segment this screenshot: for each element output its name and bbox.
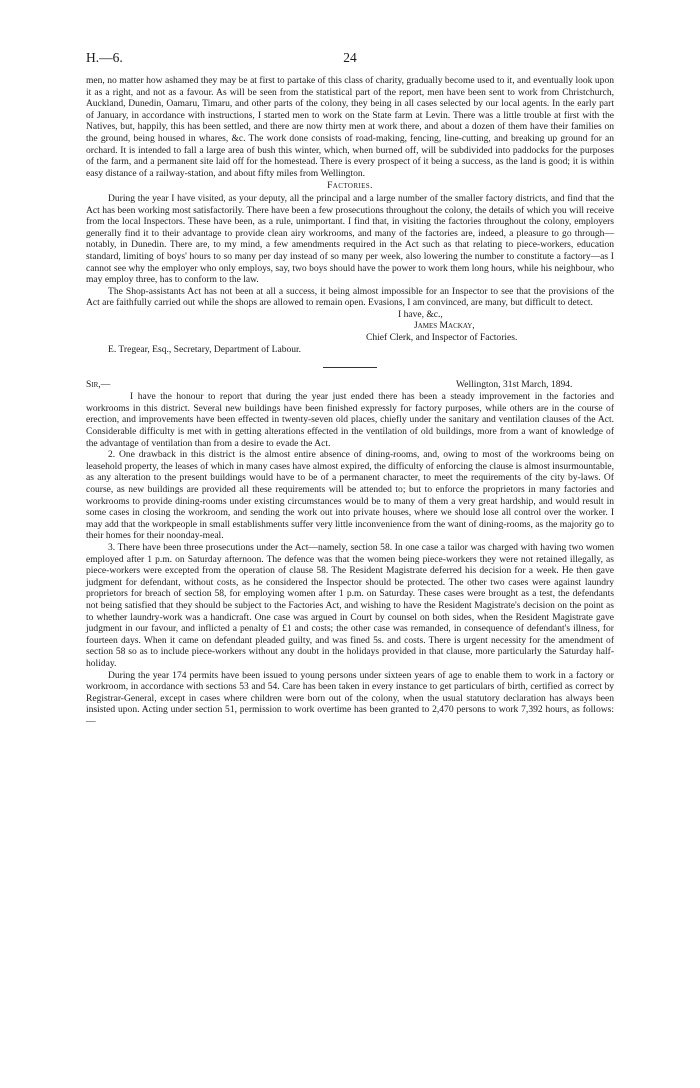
letter-heading [86,379,614,391]
document-body [86,75,614,727]
page-header [86,50,614,68]
signoff: I have, &c., [398,308,443,320]
salutation: Sir,— [86,379,111,391]
body-paragraph: The Shop-assistants Act has not been at all a success, it being almost impossible for an Inspector to see that the provisions of the Act are faithfully carried out while the shops are allowed to remain open. Evasions, I am convinced, are many, but difficult to detect. [86,285,614,309]
section-divider [323,367,377,368]
body-paragraph: 3. There have been three prosecutions under the Act—namely, section 58. In one case a tailor was charged with having two women employed after 1 p.m. on Saturday afternoon. The defence was that the women being piece-workers they were not retained illegally, as piece-workers were excepted from the operation of clause 58. The Resident Magistrate deferred his decision for a week. He then gave judgment for defendant, without costs, as he considered the Inspector should be protected. The other two cases were against laundry proprietors for breach of section 58, for employing women after 1 p.m. on Saturday. These cases were brought as a test, the defendants not being satisfied that they should be subject to the Factories Act, and wishing to have the Resident Magistrate's decision on the point as to whether laundry-work was a handicraft. One case was argued in Court by counsel on both sides, when the Resident Magistrate gave judgment in our favour, and inflicted a penalty of £1 and costs; the other case was remanded, in consequence of defendant's illness, for fourteen days. When it came on defendant pleaded guilty, and was fined 5s. and costs. There is urgent necessity for the amendment of section 58 so as to include piece-workers without any doubt in the holidays provided in that clause, more particularly the Saturday half-holiday. [86,541,614,669]
section-heading-factories: Factories. [327,180,373,192]
body-paragraph: During the year 174 permits have been issued to young persons under sixteen years of age to enable them to work in a factory or workroom, in accordance with sections 53 and 54. Care has been taken in every instance to get particulars of birth, certified as correct by Registrar-General, except in cases where children were born out of the colony, when the usual statutory declaration has always been insisted upon. Acting under section 51, permission to work overtime has been granted to 2,470 persons to work 7,392 hours, as follows:— [86,669,614,727]
signatory-title: Chief Clerk, and Inspector of Factories. [366,332,518,344]
signatory-name: James Mackay, [414,320,475,332]
dateline: Wellington, 31st March, 1894. [456,379,573,391]
body-paragraph: During the year I have visited, as your deputy, all the principal and a large number of the smaller factory districts, and find that the Act has been working most satisfactorily. There have been a few prosecutions throughout the colony, the details of which you will receive from the local Inspectors. These have been, as a rule, unimportant. I find that, in visiting the factories throughout the colony, employers generally find it to their advantage to provide clean airy workrooms, and many of the factories are, indeed, a pleasure to go through—notably, in Dunedin. There are, to my mind, a few amendments required in the Act such as that relating to piece-workers, education standard, limiting of boys' hours to so many per day instead of so many per week, also lowering the number to constitute a factory—as I cannot see why the employer who only employs, say, two boys should have the power to work them long hours, while his neighbour, who may employ three, has to conform to the law. [86,192,614,286]
body-paragraph: I have the honour to report that during the year just ended there has been a steady improvement in the factories and workrooms in this district. Several new buildings have been finished expressly for factory purposes, while others are in the course of erection, and improvements have been effected in twenty-seven old places, chiefly under the sanitary and ventilation clauses of the Act. Considerable difficulty is met with in getting alterations effected in the ventilation of old buildings, more from a want of knowledge of the advantage of ventilation than from a desire to evade the Act. [86,391,614,449]
report-reference: H.—6. [86,50,123,65]
page-number: 24 [343,50,357,65]
body-paragraph: men, no matter how ashamed they may be at first to partake of this class of charity, gradually become used to it, and eventually look upon it as a right, and not as a favour. As will be seen from the statistical part of the report, men have been sent to work from Christchurch, Auckland, Dunedin, Oamaru, Timaru, and other parts of the colony, they being in all cases selected by our local agents. In the early part of January, in accordance with instructions, I started men to work on the State farm at Levin. There was a little trouble at first with the Natives, but, happily, this has been settled, and there are now thirty men at work there, and about a dozen of them have their families on the ground, being housed in whares, &c. The work done consists of road-making, fencing, line-cutting, and breaking up ground for an orchard. It is intended to fall a large area of bush this winter, which, when burned off, will be subdivided into paddocks for the purposes of the farm, and a permanent site laid off for the homestead. There is every prospect of it being a success, as the land is good; it is within easy distance of a railway-station, and about fifty miles from Wellington. [86,75,614,179]
addressee: E. Tregear, Esq., Secretary, Department of Labour. [108,343,302,355]
body-paragraph: 2. One drawback in this district is the almost entire absence of dining-rooms, and, owing to most of the workrooms being on leasehold property, the leases of which in many cases have almost expired, the difficulty of enforcing the clause is almost insurmountable, as any alteration to the present buildings would have to be of a permanent character, to meet the requirements of the city by-laws. Of course, as new buildings are provided all these requirements will be attended to; but to enforce the proprietors in many factories and workrooms to provide dining-rooms under existing circumstances would be to many of them a very great hardship, and would result in some cases in closing the workroom, and sending the work out into private houses, where we should lose all control over the worker. I may add that the workpeople in small establishments suffer very little inconvenience from the want of dining-rooms, as the majority go to their homes for their noonday-meal. [86,449,614,542]
